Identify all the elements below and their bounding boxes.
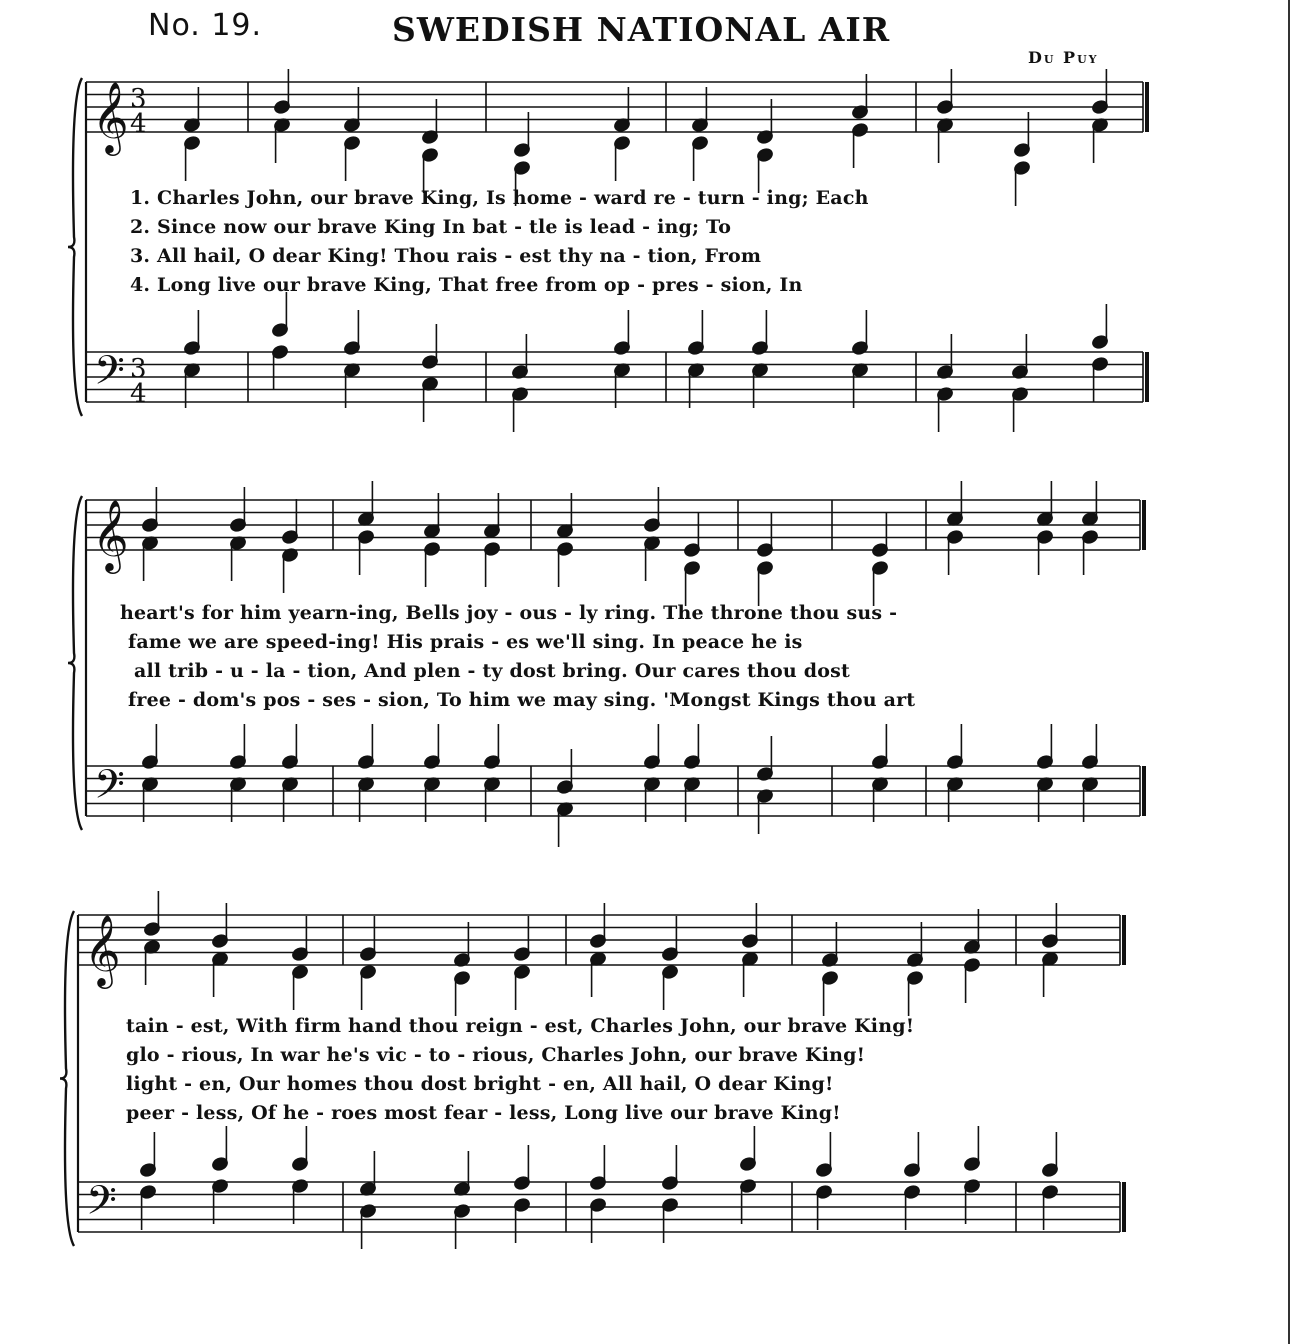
lyric-line: light - en, Our homes thou dost bright - en, All hail, O dear King! [126,1073,834,1095]
lyric-line: free - dom's pos - ses - sion, To him we may sing. 'Mongst Kings thou art [128,689,916,711]
time-signature-top: 3 [130,354,147,384]
bass-clef: 𝄢 [94,347,125,404]
lyric-line: fame we are speed-ing! His prais - es we'll sing. In peace he is [128,631,803,653]
bass-clef: 𝄢 [94,761,125,818]
song-title: SWEDISH NATIONAL AIR [392,10,891,49]
treble-clef: 𝄞 [84,913,121,986]
lyric-line: 4. Long live our brave King, That free from op - pres - sion, In [130,274,803,296]
lyric-line: heart's for him yearn-ing, Bells joy - ous - ly ring. The throne thou sus - [120,602,898,624]
lyric-line: glo - rious, In war he's vic - to - rious, Charles John, our brave King! [126,1044,866,1066]
brace [68,78,82,416]
lyric-line: 2. Since now our brave King In bat - tle is lead - ing; To [130,216,732,238]
time-signature-top: 3 [130,84,147,114]
hymn-number: No. 19. [148,8,263,43]
lyric-line: all trib - u - la - tion, And plen - ty dost bring. Our cares thou dost [134,660,850,682]
lyric-line: 3. All hail, O dear King! Thou rais - est thy na - tion, From [130,245,762,267]
composer-credit: Du Puy [1028,48,1099,67]
lyric-line: 1. Charles John, our brave King, Is home - ward re - turn - ing; Each [130,187,869,209]
brace [60,911,74,1246]
treble-clef: 𝄞 [92,498,129,571]
lyric-line: tain - est, With firm hand thou reign - est, Charles John, our brave King! [126,1015,915,1037]
time-signature-bottom: 4 [130,379,147,409]
lyric-line: peer - less, Of he - roes most fear - less, Long live our brave King! [126,1102,841,1124]
treble-clef: 𝄞 [92,80,129,153]
brace [68,496,82,830]
time-signature-bottom: 4 [130,109,147,139]
bass-clef: 𝄢 [86,1177,117,1234]
